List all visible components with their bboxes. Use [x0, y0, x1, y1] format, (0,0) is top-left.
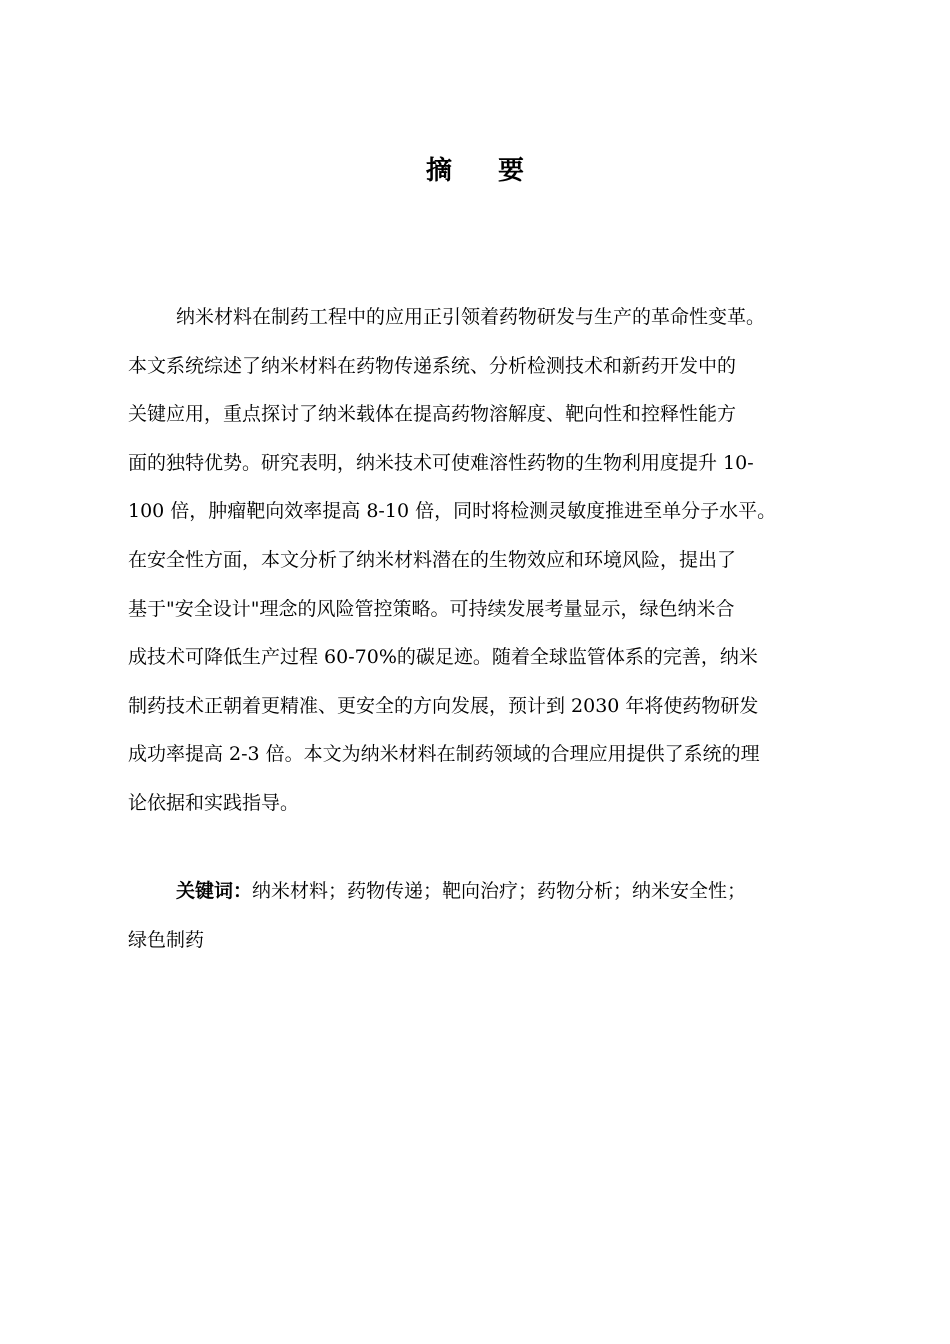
- title-char-2: 要: [498, 156, 525, 186]
- abstract-title: [0, 150, 950, 187]
- abstract-line: 成技术可降低生产过程 60-70%的碳足迹。随着全球监管体系的完善，纳米: [128, 646, 758, 669]
- keywords-line-2: 绿色制药: [128, 928, 205, 951]
- title-char-1: 摘: [425, 156, 452, 186]
- keywords-section: [128, 867, 868, 964]
- abstract-line: 关键应用，重点探讨了纳米载体在提高药物溶解度、靶向性和控释性能方: [128, 403, 737, 426]
- keywords-label: 关键词：: [176, 880, 253, 902]
- abstract-line: 制药技术正朝着更精准、更安全的方向发展，预计到 2030 年将使药物研发: [128, 694, 759, 717]
- abstract-line: 成功率提高 2-3 倍。本文为纳米材料在制药领域的合理应用提供了系统的理: [128, 743, 760, 766]
- abstract-line: 在安全性方面，本文分析了纳米材料潜在的生物效应和环境风险，提出了: [128, 548, 737, 571]
- abstract-line: 论依据和实践指导。: [128, 791, 300, 814]
- abstract-line: 面的独特优势。研究表明，纳米技术可使难溶性药物的生物利用度提升 10-: [128, 451, 754, 474]
- keywords-line: [128, 867, 868, 916]
- abstract-line: 基于"安全设计"理念的风险管控策略。可持续发展考量显示，绿色纳米合: [128, 597, 735, 620]
- abstract-line: 纳米材料在制药工程中的应用正引领着药物研发与生产的革命性变革。: [176, 306, 766, 328]
- abstract-line: 100 倍，肿瘤靶向效率提高 8-10 倍，同时将检测灵敏度推进至单分子水平。: [128, 500, 777, 523]
- abstract-body: [128, 293, 868, 828]
- keywords-list: 纳米材料；药物传递；靶向治疗；药物分析；纳米安全性；: [252, 880, 747, 902]
- abstract-line: 本文系统综述了纳米材料在药物传递系统、分析检测技术和新药开发中的: [128, 354, 737, 377]
